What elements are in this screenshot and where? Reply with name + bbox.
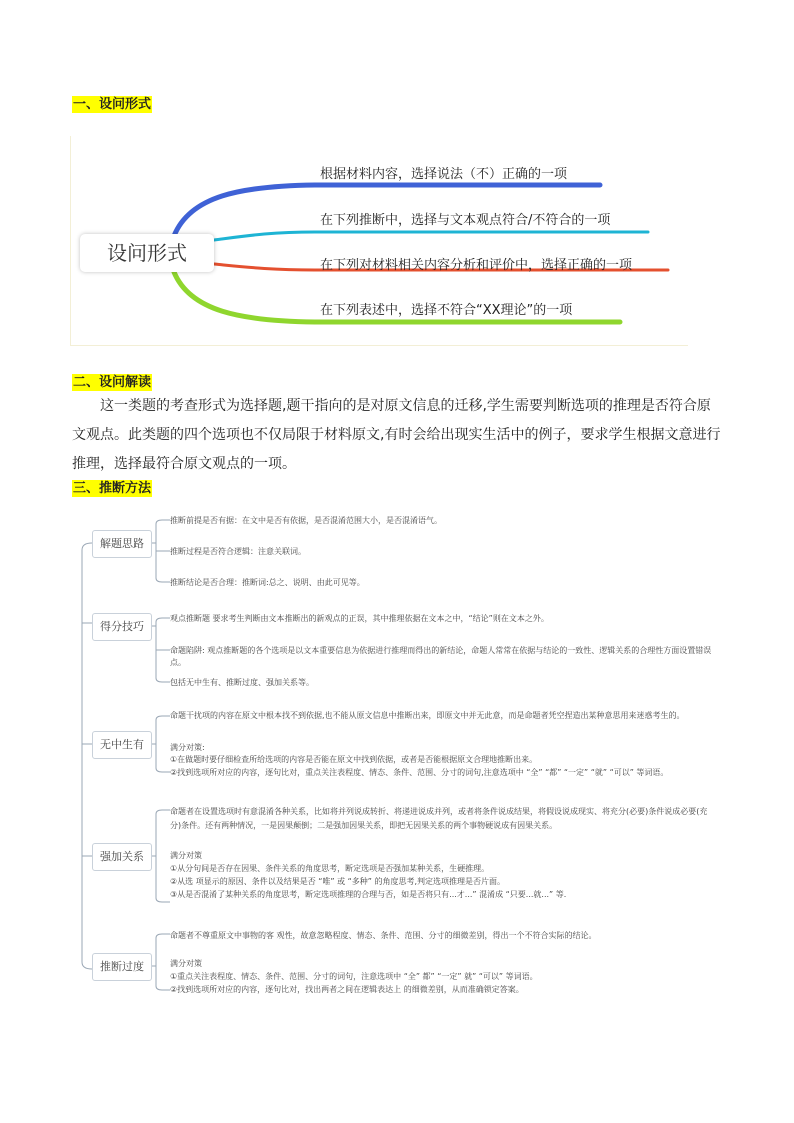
node2-bracket: [150, 618, 170, 682]
interpretation-line-3: 推理，选择最符合原文观点的一项。: [72, 456, 296, 472]
branch-label-4: 在下列表述中，选择不符合“XX理论”的一项: [320, 303, 573, 318]
leaf-5-1: 命题者不尊重原文中事物的客 观性，故意忽略程度、情态、条件、范围、分寸的细微差别，得出一个不符合实际的结论。: [170, 931, 597, 940]
leaf-5-2: 满分对策: [170, 959, 202, 968]
leaf-1-2: 推断过程是否符合逻辑：注意关联词。: [170, 547, 306, 556]
node-forced-relation: 强加关系: [92, 843, 152, 871]
leaf-3-4: ②找到选项所对应的内容，逐句比对，重点关注表程度、情态、条件、范围、分寸的词句,注意选项中 “全” “都” “一定” “就” “可以” 等词语。: [170, 768, 669, 777]
node-fabrication: 无中生有: [92, 731, 152, 759]
leaf-4-4: ②从选 项显示的原因、条件以及结果是否 “唯” 或 “多种” 的角度思考,判定选项推理是否片面。: [170, 877, 506, 886]
leaf-1-1: 推断前提是否有据：在文中是否有依据，是否混淆范围大小，是否混淆语气。: [170, 516, 442, 525]
node-over-inference: 推断过度: [92, 953, 152, 981]
leaf-2-3: 包括无中生有、推断过度、强加关系等。: [170, 678, 314, 687]
branch-curve-2: [214, 232, 648, 240]
inference-method-mindmap: [70, 510, 730, 1010]
leaf-2-1: 观点推断题 要求考生判断由文本推断出的新观点的正误，其中推理依据在文本之中，“结论”则在文本之外。: [170, 614, 549, 623]
node-problem-solving-approach: 解题思路: [92, 530, 152, 558]
interpretation-line-2: 文观点。此类题的四个选项也不仅局限于材料原文,有时会给出现实生活中的例子，要求学生根据文意进行: [72, 427, 721, 443]
branch-label-3: 在下列对材料相关内容分析和评价中，选择正确的一项: [320, 258, 633, 273]
section-heading-3: 三、推断方法: [73, 481, 152, 496]
leaf-1-3: 推断结论是否合理：推断词:总之、说明、由此可见等。: [170, 578, 365, 587]
node4-bracket: [150, 810, 170, 902]
question-form-mindmap: [70, 136, 688, 346]
branch-label-2: 在下列推断中，选择与文本观点符合/不符合的一项: [320, 213, 611, 228]
section-heading-1: 一、设问形式: [73, 97, 152, 112]
leaf-3-3: ①在做题时要仔细检查所给选项的内容是否能在原文中找到依据，或者是否能根据原文合理地推断出来。: [170, 755, 538, 764]
leaf-3-2: 满分对策:: [170, 743, 205, 752]
node5-bracket: [150, 934, 170, 990]
leaf-5-4: ②找到选项所对应的内容，逐句比对，找出两者之间在逻辑表达上 的细微差别，从而准确锁定答案。: [170, 985, 524, 994]
branch-label-1: 根据材料内容，选择说法（不）正确的一项: [320, 167, 568, 182]
mindmap-central-node: 设问形式: [80, 234, 214, 272]
leaf-3-1: 命题干扰项的内容在原文中根本找不到依据,也不能从原文信息中推断出来，即原文中并无此意，而是命题者凭空捏造出某种意思用来迷惑考生的。: [170, 711, 685, 720]
interpretation-line-1: 这一类题的考查形式为选择题,题干指向的是对原文信息的迁移,学生需要判断选项的推理是否符合原: [100, 398, 711, 414]
leaf-4-2: 满分对策: [170, 851, 202, 860]
leaf-4-3: ①从分句间是否存在因果、条件关系的角度思考，断定选项是否强加某种关系，生硬推理。: [170, 864, 490, 873]
node1-bracket: [150, 520, 170, 582]
node-scoring-tips: 得分技巧: [92, 613, 152, 641]
leaf-2-2: 命题陷阱: 观点推断题的各个选项是以文本重要信息为依据进行推理而得出的新结论，命题人常常在依据与结论的一致性、逻辑关系的合理性方面设置错误点。: [170, 646, 712, 667]
leaf-5-3: ①重点关注表程度、情态、条件、范围、分寸的词句，注意选项中 “全” 都” “一定” 就” “可以” 等词语。: [170, 972, 538, 981]
leaf-4-5: ③从是否混淆了某种关系的角度思考，断定选项推理的合理与否，如是否将只有...才...” 混淆成 “只要...就...” 等.: [170, 890, 567, 899]
leaf-4-1: 命题者在设置选项时有意混淆各种关系，比如将并列说成转折、将递进说成并列，或者将条件说成结果，将假设说成现实、将充分(必要)条件说成必要(充分)条件。还有两种情况，一是因果颠倒；二是强加因果关系，即把无因果关系的两个事物硬说成有因果关系。: [170, 807, 708, 830]
section-heading-2: 二、设问解读: [73, 375, 152, 390]
node3-bracket: [150, 716, 170, 772]
spine-line: [82, 543, 92, 969]
